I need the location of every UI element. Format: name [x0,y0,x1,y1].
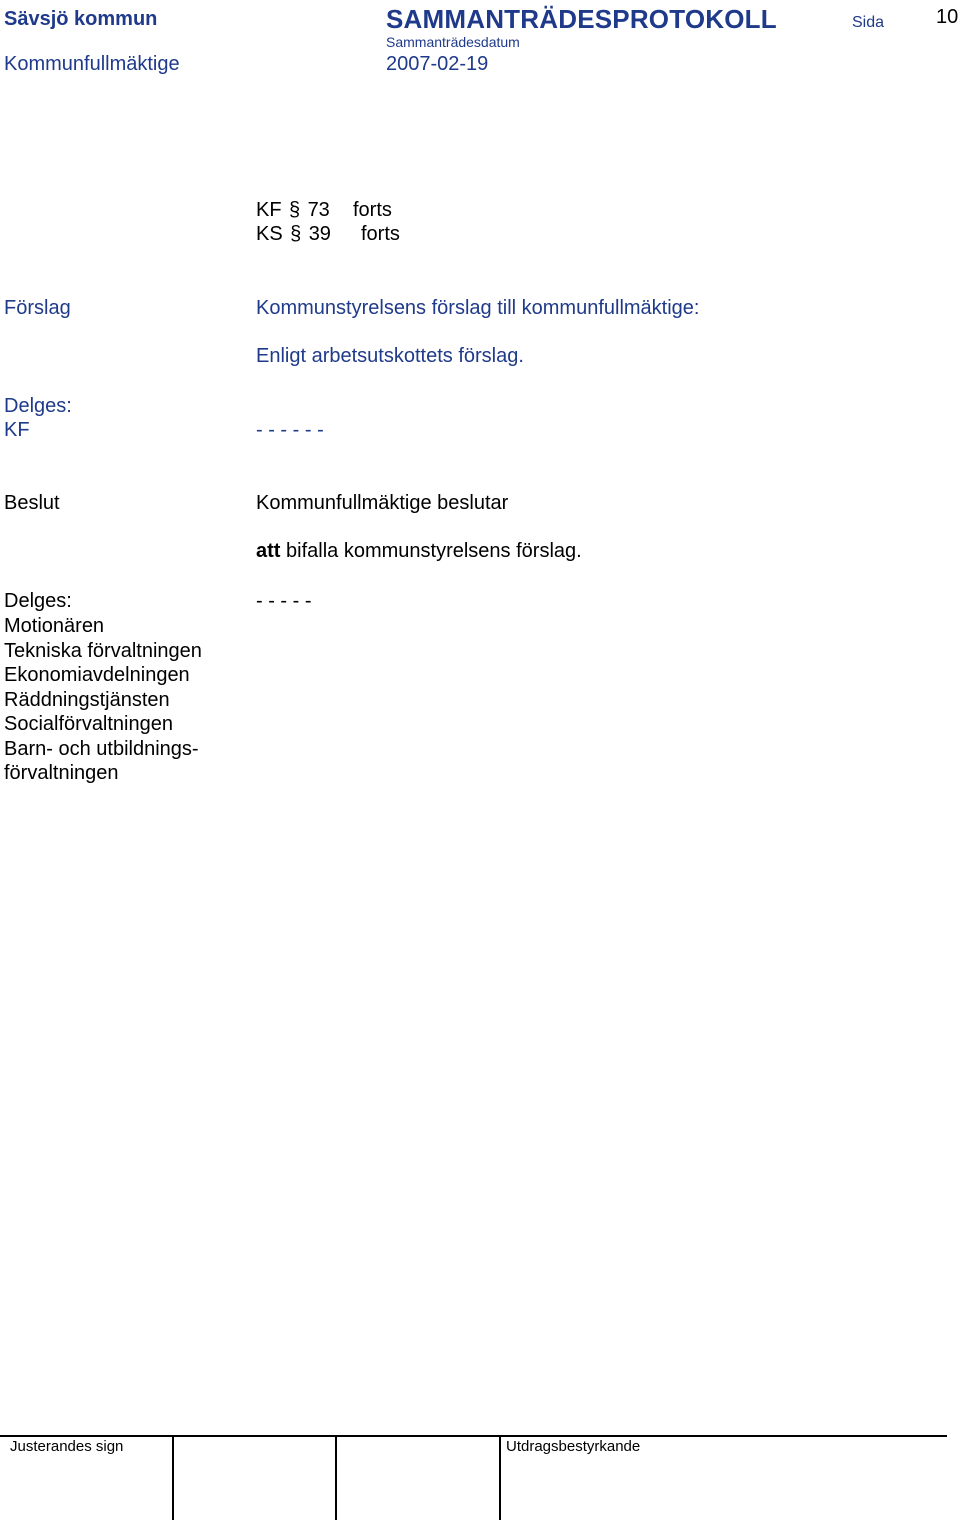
footer-rule [0,1435,947,1437]
footer-divider [335,1437,337,1520]
paragraph-ref-ks [256,223,331,246]
list-item: Ekonomiavdelningen [4,664,190,686]
paragraph-number: 39 [308,223,331,245]
list-item: Räddningstjänsten [4,688,170,711]
list-item: Motionären [4,615,105,637]
delges-recipient: KF [4,419,30,441]
document-title: SAMMANTRÄDESPROTOKOLL [386,4,777,34]
list-item: Socialförvaltningen [4,713,173,735]
justerandes-sign-label: Justerandes sign [10,1438,124,1455]
paragraph-org: KF [256,199,282,221]
footer-divider [499,1437,501,1520]
beslut-decision [256,540,582,563]
footer-divider [172,1437,174,1520]
forslag-intro: Kommunstyrelsens förslag till kommunfullmäktige: [256,297,700,319]
section-sign: § [289,199,301,221]
beslut-label: Beslut [4,492,60,514]
forslag-text: Enligt arbetsutskottets förslag. [256,345,524,367]
date-label: Sammanträdesdatum [386,34,520,50]
utdragsbestyrkande-label: Utdragsbestyrkande [506,1438,641,1455]
delges-dashes: - - - - - - [256,419,324,441]
delges-label: Delges: [4,395,72,417]
beslut-intro: Kommunfullmäktige beslutar [256,492,509,514]
list-item: Barn- och utbildnings- [4,737,199,760]
paragraph-number: 73 [307,199,330,221]
paragraph-ref-kf [256,199,330,222]
organization-name: Sävsjö kommun [4,8,158,30]
beslut-text: bifalla kommunstyrelsens förslag. [286,540,582,562]
list-item: Tekniska förvaltningen [4,639,202,662]
forslag-label: Förslag [4,297,71,319]
paragraph-org: KS [256,223,283,245]
paragraph-note-ks: forts [361,223,400,245]
meeting-date: 2007-02-19 [386,53,489,75]
delges-dashes-2: - - - - - [256,590,312,612]
page-number: 10 [936,6,959,28]
page-label: Sida [852,14,885,31]
meeting-body: Kommunfullmäktige [4,53,180,75]
att-keyword: att [256,540,281,562]
paragraph-note-kf: forts [353,199,392,221]
list-item: förvaltningen [4,762,119,784]
section-sign: § [290,223,302,245]
recipient-list [4,614,202,786]
delges-label-2: Delges: [4,590,72,612]
